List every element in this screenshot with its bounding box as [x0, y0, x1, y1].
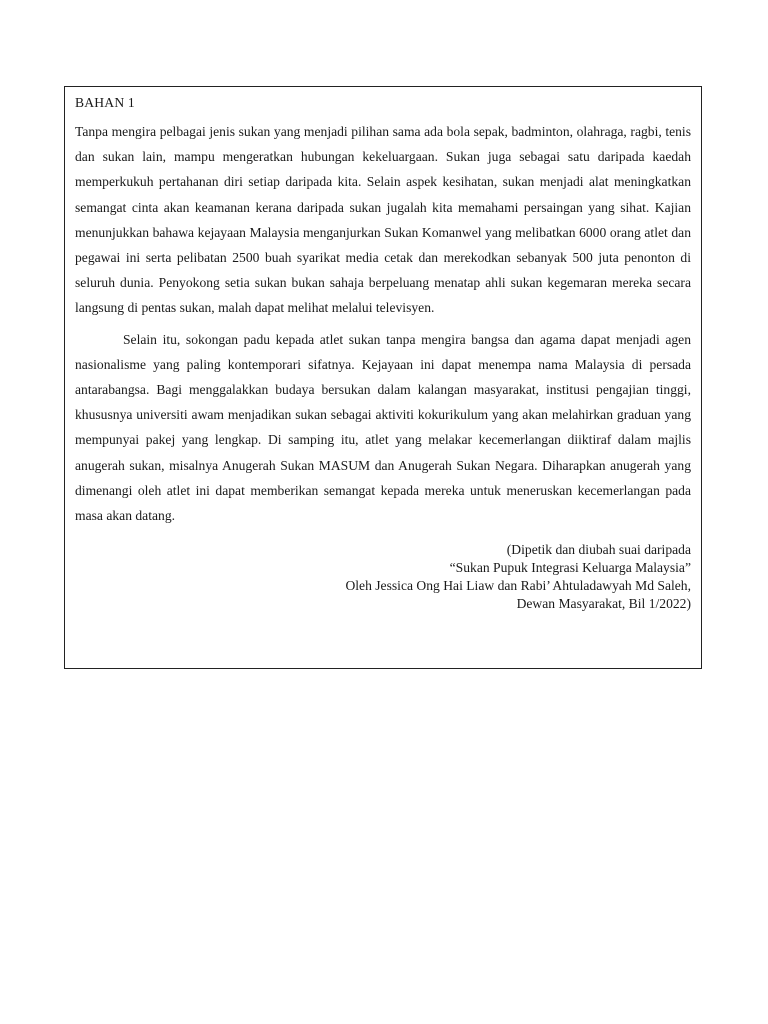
passage-paragraph-2: Selain itu, sokongan padu kepada atlet sukan tanpa mengira bangsa dan agama dapat menjadi agen nasionalisme yang paling kontemporari sifatnya. Kejayaan ini dapat menempa nama Malaysia di persada antarabangsa. Bagi menggalakkan budaya bersukan dalam kalangan masyarakat, institusi pengajian tinggi, khususnya universiti awam menjadikan sukan sebagai aktiviti kokurikulum yang akan melahirkan graduan yang mempunyai pakej yang lengkap. Di samping itu, atlet yang melakar kecemerlangan diiktiraf dalam majlis anugerah sukan, misalnya Anugerah Sukan MASUM dan Anugerah Sukan Negara. Diharapkan anugerah yang dimenangi oleh atlet ini dapat memberikan semangat kepada mereka untuk meneruskan kecemerlangan pada masa akan datang. — [75, 331, 691, 524]
passage-box — [64, 86, 702, 669]
source-line-authors: Oleh Jessica Ong Hai Liaw dan Rabi’ Ahtuladawyah Md Saleh, — [345, 578, 691, 594]
source-line-publication: Dewan Masyarakat, Bil 1/2022) — [516, 596, 691, 612]
source-line-intro: (Dipetik dan diubah suai daripada — [506, 542, 691, 558]
source-line-title: “Sukan Pupuk Integrasi Keluarga Malaysia” — [449, 560, 691, 576]
passage-paragraph-1: Tanpa mengira pelbagai jenis sukan yang menjadi pilihan sama ada bola sepak, badminton, olahraga, ragbi, tenis dan sukan lain, mampu mengeratkan hubungan kekeluargaan. Sukan juga sebagai satu daripada kaedah memperkukuh pertahanan diri setiap daripada kita. Selain aspek kesihatan, sukan menjadi alat meningkatkan semangat cinta akan keamanan kerana daripada sukan jugalah kita memahami persaingan yang sihat. Kajian menunjukkan bahawa kejayaan Malaysia menganjurkan Sukan Komanwel yang melibatkan 6000 orang atlet dan pegawai ini serta pelibatan 2500 buah syarikat media cetak dan merekodkan sebanyak 500 juta penonton di seluruh dunia. Penyokong setia sukan bukan sahaja berpeluang menatap ahli sukan kegemaran mereka secara langsung di pentas sukan, malah dapat melihat melalui televisyen. — [75, 124, 691, 316]
source-citation — [75, 541, 691, 613]
passage-heading: BAHAN 1 — [75, 95, 135, 110]
